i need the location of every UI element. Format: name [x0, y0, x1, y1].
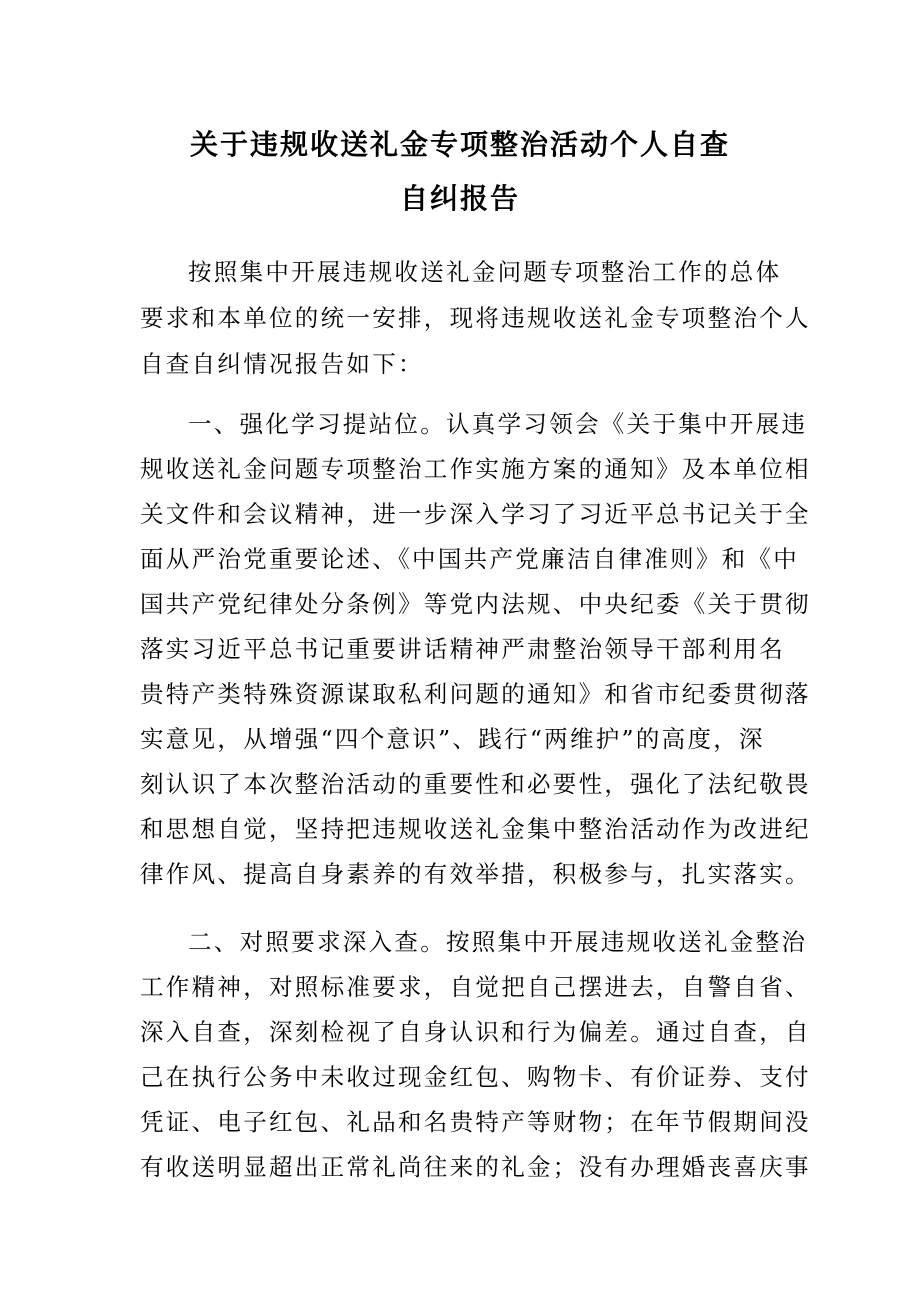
- paragraph-line: 面从严治党重要论述、《中国共产党廉洁自律准则》和《中: [140, 545, 800, 573]
- paragraph-line: 贵特产类特殊资源谋取私利问题的通知》和省市纪委贯彻落: [140, 680, 811, 708]
- document-title-line-1: 关于违规收送礼金专项整治活动个人自查: [189, 128, 730, 161]
- document-title-line-2: 自纠报告: [399, 182, 520, 215]
- paragraph-line: 规收送礼金问题专项整治工作实施方案的通知》及本单位相: [140, 455, 811, 483]
- paragraph-line: 己在执行公务中未收过现金红包、购物卡、有价证券、支付: [140, 1063, 811, 1091]
- paragraph-line: 国共产党纪律处分条例》等党内法规、中央纪委《关于贯彻: [140, 590, 811, 618]
- paragraph-line: 自查自纠情况报告如下：: [140, 350, 424, 378]
- paragraph-line: 律作风、提高自身素养的有效举措，积极参与，扎实落实。: [140, 860, 811, 888]
- paragraph-line: 深入自查，深刻检视了自身认识和行为偏差。通过自查，自: [140, 1018, 811, 1046]
- paragraph-line: 关文件和会议精神，进一步深入学习了习近平总书记关于全: [140, 500, 811, 528]
- paragraph-line: 落实习近平总书记重要讲话精神严肃整治领导干部利用名: [140, 635, 785, 663]
- paragraph-line: 一、强化学习提站位。认真学习领会《关于集中开展违: [188, 410, 808, 438]
- paragraph-line: 实意见，从增强“四个意识”、践行“两维护”的高度，深: [140, 725, 765, 753]
- paragraph-line: 工作精神，对照标准要求，自觉把自己摆进去，自警自省、: [140, 973, 811, 1001]
- paragraph-line: 有收送明显超出正常礼尚往来的礼金；没有办理婚丧喜庆事: [140, 1153, 811, 1181]
- paragraph-line: 按照集中开展违规收送礼金问题专项整治工作的总体: [188, 258, 782, 286]
- paragraph-line: 和思想自觉，坚持把违规收送礼金集中整治活动作为改进纪: [140, 815, 811, 843]
- paragraph-line: 要求和本单位的统一安排，现将违规收送礼金专项整治个人: [140, 304, 811, 332]
- paragraph-line: 刻认识了本次整治活动的重要性和必要性，强化了法纪敬畏: [140, 770, 811, 798]
- paragraph-line: 凭证、电子红包、礼品和名贵特产等财物；在年节假期间没: [140, 1108, 811, 1136]
- paragraph-line: 二、对照要求深入查。按照集中开展违规收送礼金整治: [188, 928, 808, 956]
